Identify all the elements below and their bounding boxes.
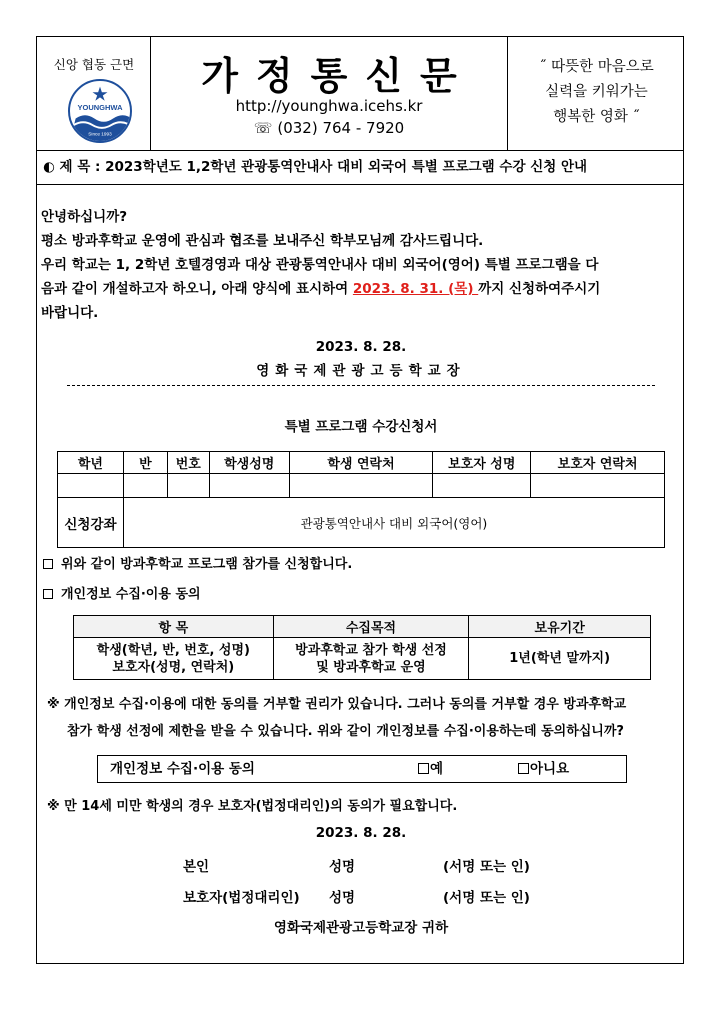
telephone-icon: ☏ bbox=[253, 119, 273, 137]
subject-bar bbox=[37, 151, 684, 185]
school-motto bbox=[508, 55, 685, 130]
privacy-table bbox=[73, 615, 651, 680]
apply-checkbox-line[interactable] bbox=[43, 553, 352, 572]
header-left-box bbox=[37, 37, 151, 151]
consent-no-option[interactable]: 아니요 bbox=[518, 756, 569, 782]
header-student-name: 학생성명 bbox=[209, 452, 289, 474]
header-purpose: 수집목적 bbox=[273, 616, 469, 638]
motto-line: 행복한 영화 ˝ bbox=[553, 109, 640, 125]
document-frame bbox=[36, 36, 684, 964]
letter-date: 2023. 8. 28. bbox=[315, 339, 407, 355]
number-field[interactable] bbox=[167, 474, 209, 498]
subject-label: 제 목 : bbox=[59, 159, 101, 175]
collection-purpose: 방과후학교 참가 학생 선정 및 방과후학교 운영 bbox=[273, 638, 469, 680]
guardian-label: 보호자(법정대리인) bbox=[183, 890, 300, 906]
privacy-label: 개인정보 수집·이용 동의 bbox=[61, 587, 201, 602]
subject-text: 2023학년도 1,2학년 관광통역안내사 대비 외국어 특별 프로그램 수강 신청 안내 bbox=[105, 159, 588, 175]
sender-name: 영화국제관광고등학교장 bbox=[256, 363, 466, 379]
self-label: 본인 bbox=[183, 859, 210, 875]
retention-period: 1년(학년 말까지) bbox=[469, 638, 651, 680]
header-items: 항 목 bbox=[74, 616, 274, 638]
checkbox-icon[interactable] bbox=[43, 589, 53, 599]
header-guardian-name: 보호자 성명 bbox=[433, 452, 531, 474]
header-period: 보유기간 bbox=[469, 616, 651, 638]
grade-field[interactable] bbox=[58, 474, 124, 498]
checkbox-icon[interactable] bbox=[518, 763, 529, 774]
form-title: 특별 프로그램 수강신청서 bbox=[284, 419, 438, 435]
consent-yes-option[interactable]: 예 bbox=[418, 756, 443, 782]
application-table bbox=[57, 451, 665, 548]
guardian-name-field[interactable] bbox=[433, 474, 531, 498]
guardian-contact-field[interactable] bbox=[531, 474, 665, 498]
logo-year: Since 1993 bbox=[88, 131, 112, 137]
sign-hint[interactable]: (서명 또는 인) bbox=[443, 859, 530, 875]
greeting: 안녕하십니까? bbox=[41, 209, 128, 225]
signature-date: 2023. 8. 28. bbox=[315, 825, 407, 841]
sign-hint[interactable]: (서명 또는 인) bbox=[443, 890, 530, 906]
phone-number: (032) 764 - 7920 bbox=[277, 119, 405, 137]
apply-label: 위와 같이 방과후학교 프로그램 참가를 신청합니다. bbox=[61, 557, 353, 572]
header-number: 번호 bbox=[167, 452, 209, 474]
course-value: 관광통역안내사 대비 외국어(영어) bbox=[123, 498, 664, 548]
consent-box bbox=[97, 755, 627, 783]
table-row bbox=[58, 474, 665, 498]
table-header-row bbox=[58, 452, 665, 474]
header-student-contact: 학생 연락처 bbox=[289, 452, 433, 474]
letter-line: 우리 학교는 1, 2학년 호텔경영과 대상 관광통역안내사 대비 외국어(영어) 특별 프로그램을 다 bbox=[41, 257, 599, 273]
header-center-box bbox=[151, 37, 507, 151]
school-motto-small: 신앙 협동 근면 bbox=[53, 57, 135, 72]
half-circle-icon: ◐ bbox=[43, 159, 55, 175]
name-label: 성명 bbox=[329, 859, 356, 875]
privacy-notice: ※ 개인정보 수집·이용에 대한 동의를 거부할 권리가 있습니다. 그러나 동의를 거부할 경우 방과후학교 참가 학생 선정에 제한을 받을 수 있습니다. 위와 같이 개인정보를 수집·이용하는데 동의하십니까? bbox=[47, 697, 627, 739]
table-row bbox=[74, 638, 651, 680]
student-name-field[interactable] bbox=[209, 474, 289, 498]
letter-body bbox=[41, 205, 681, 325]
school-url[interactable]: http://younghwa.icehs.kr bbox=[235, 97, 423, 115]
recipient: 영화국제관광고등학교장 귀하 bbox=[273, 920, 449, 936]
privacy-checkbox-line[interactable] bbox=[43, 583, 201, 602]
header-guardian-contact: 보호자 연락처 bbox=[531, 452, 665, 474]
guardian-note: ※ 만 14세 미만 학생의 경우 보호자(법정대리인)의 동의가 필요합니다. bbox=[47, 799, 458, 814]
consent-label: 개인정보 수집·이용 동의 bbox=[110, 761, 255, 777]
checkbox-icon[interactable] bbox=[418, 763, 429, 774]
table-header-row bbox=[74, 616, 651, 638]
deadline-date: 2023. 8. 31. (목) bbox=[352, 281, 479, 297]
student-contact-field[interactable] bbox=[289, 474, 433, 498]
checkbox-icon[interactable] bbox=[43, 559, 53, 569]
school-logo bbox=[68, 79, 132, 143]
class-field[interactable] bbox=[123, 474, 167, 498]
collected-items: 학생(학년, 반, 번호, 성명) 보호자(성명, 연락처) bbox=[74, 638, 274, 680]
course-label: 신청강좌 bbox=[58, 498, 124, 548]
letter-line: 평소 방과후학교 운영에 관심과 협조를 보내주신 학부모님께 감사드립니다. bbox=[41, 233, 484, 249]
table-row bbox=[58, 498, 665, 548]
page-title: 가정통신문 bbox=[201, 54, 475, 98]
letter-line: 음과 같이 개설하고자 하오니, 아래 양식에 표시하여 2023. 8. 31. (목) 까지 신청하여주시기 bbox=[41, 281, 601, 297]
cut-line-divider bbox=[67, 385, 655, 386]
letter-line: 바랍니다. bbox=[41, 305, 99, 321]
header-grade: 학년 bbox=[58, 452, 124, 474]
header-right-box bbox=[507, 37, 684, 151]
motto-line: ˝ 따뜻한 마음으로 bbox=[539, 59, 654, 75]
phone-line bbox=[151, 119, 507, 137]
logo-text: YOUNGHWA bbox=[77, 103, 123, 113]
name-label: 성명 bbox=[329, 890, 356, 906]
header-class: 반 bbox=[123, 452, 167, 474]
motto-line: 실력을 키워가는 bbox=[545, 84, 648, 100]
